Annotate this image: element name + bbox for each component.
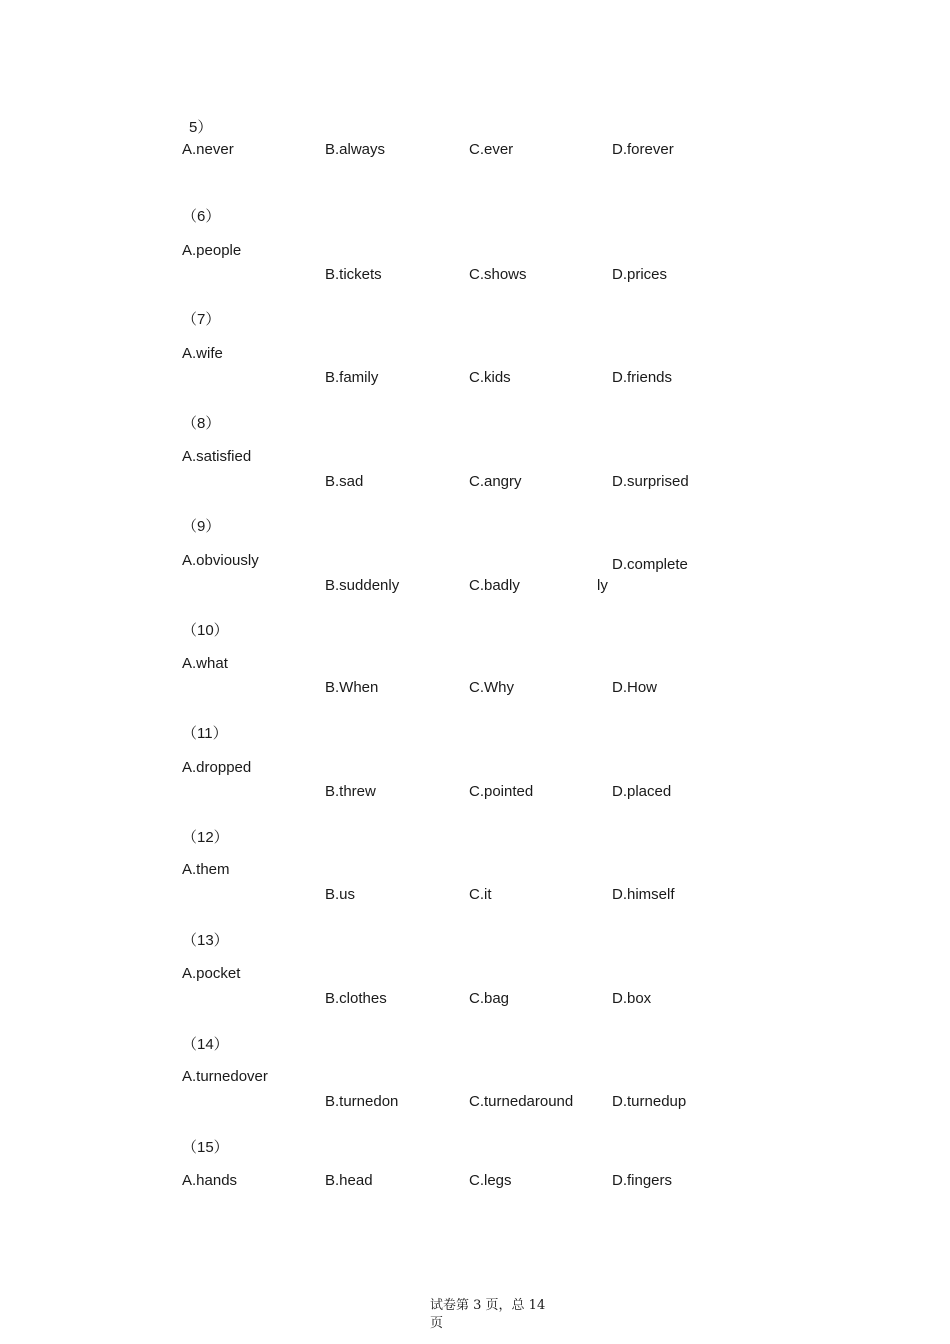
option-b: B.suddenly [325,577,400,594]
question-number: （12） [182,829,229,846]
question-number: （9） [182,518,221,535]
option-d-continuation: ly [597,577,608,594]
option-c: C.shows [469,266,527,283]
option-c: C.kids [469,369,511,386]
option-b: B.tickets [325,266,382,283]
option-c: C.turnedaround [469,1093,574,1110]
option-a: A.turnedover [182,1068,268,1085]
option-a: A.pocket [182,965,241,982]
option-c: C.it [469,886,492,903]
option-c: C.ever [469,141,514,158]
question-number: （8） [182,415,221,432]
option-d: D.himself [612,886,675,903]
option-b: B.sad [325,473,364,490]
option-d: D.placed [612,783,672,800]
option-d: D.forever [612,141,674,158]
option-c: C.Why [469,679,514,696]
question-number: （6） [182,208,221,225]
question-number: （13） [182,932,229,949]
option-d: D.fingers [612,1172,673,1189]
option-a: A.dropped [182,759,252,776]
option-c: C.badly [469,577,520,594]
option-b: B.us [325,886,356,903]
option-d: D.How [612,679,658,696]
option-b: B.head [325,1172,373,1189]
option-b: B.threw [325,783,376,800]
option-a: A.them [182,861,230,878]
option-b: B.always [325,141,386,158]
option-d: D.prices [612,266,668,283]
option-b: B.family [325,369,379,386]
option-c: C.angry [469,473,522,490]
option-a: A.never [182,141,234,158]
option-a: A.obviously [182,552,259,569]
option-c: C.pointed [469,783,534,800]
option-c: C.bag [469,990,510,1007]
option-d: D.friends [612,369,673,386]
question-number: 5） [189,119,213,136]
question-number: （7） [182,311,221,328]
option-a: A.hands [182,1172,238,1189]
option-a: A.people [182,242,242,259]
option-d: D.surprised [612,473,689,490]
question-number: （11） [182,725,228,742]
question-number: （10） [182,622,229,639]
option-b: B.When [325,679,379,696]
option-d: D.box [612,990,652,1007]
option-b: B.clothes [325,990,387,1007]
page-footer-line1: 试卷第 3 页，总 14 [430,1298,546,1313]
question-number: （15） [182,1139,229,1156]
page-footer-line2: 页 [430,1316,444,1331]
option-a: A.satisfied [182,448,252,465]
question-number: （14） [182,1036,229,1053]
option-d: D.complete [612,556,688,573]
option-b: B.turnedon [325,1093,399,1110]
option-a: A.wife [182,345,223,362]
option-c: C.legs [469,1172,512,1189]
option-a: A.what [182,655,228,672]
option-d: D.turnedup [612,1093,687,1110]
